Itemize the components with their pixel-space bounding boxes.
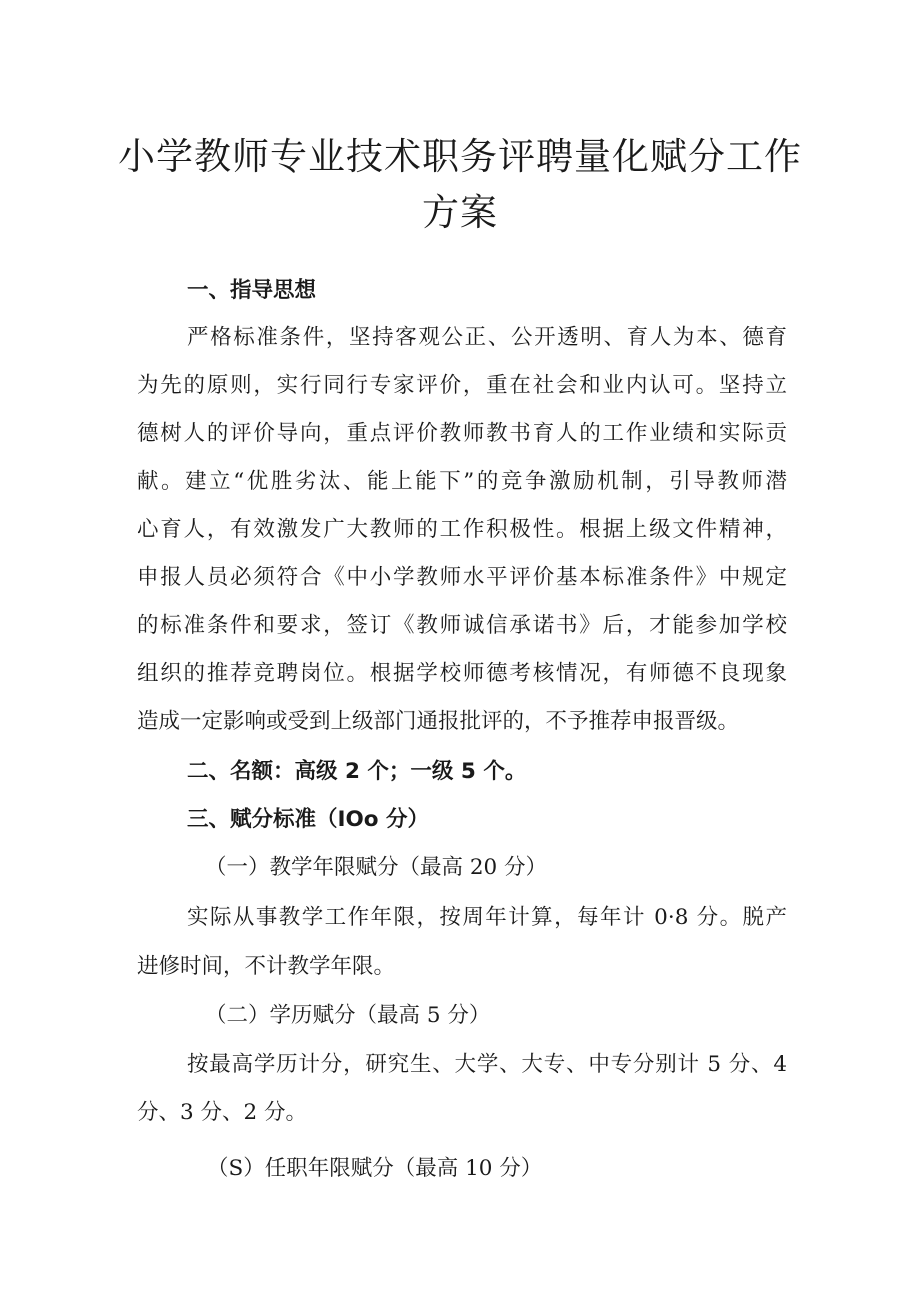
- paragraph-line: 分、3 分、2 分。: [137, 1100, 308, 1125]
- subsection-heading-tenure-years: （S）任职年限赋分（最高 10 分）: [207, 1156, 543, 1181]
- paragraph-line: 申报人员必须符合《中小学教师水平评价基本标准条件》中规定: [137, 565, 787, 590]
- section-heading-quota: 二、名额：高级 2 个；一级 5 个。: [187, 759, 527, 784]
- paragraph-line: 的标准条件和要求，签订《教师诚信承诺书》后，才能参加学校: [137, 613, 787, 638]
- subsection-heading-teaching-years: （一）教学年限赋分（最高 20 分）: [205, 855, 548, 880]
- document-title-line-1: 小学教师专业技术职务评聘量化赋分工作: [118, 135, 802, 178]
- document-title-line-2: 方案: [422, 191, 498, 234]
- paragraph-line: 造成一定影响或受到上级部门通报批评的，不予推荐申报晋级。: [137, 709, 740, 734]
- paragraph-line: 组织的推荐竞聘岗位。根据学校师德考核情况，有师德不良现象: [137, 661, 787, 686]
- subsection-heading-education: （二）学历赋分（最高 5 分）: [205, 1003, 491, 1028]
- paragraph-line: 为先的原则，实行同行专家评价，重在社会和业内认可。坚持立: [137, 373, 787, 398]
- paragraph-line: 进修时间，不计教学年限。: [137, 954, 396, 979]
- paragraph-line: 心育人，有效激发广大教师的工作积极性。根据上级文件精神，: [137, 517, 787, 542]
- paragraph-line: 献。建立“优胜劣汰、能上能下”的竞争激励机制，引导教师潜: [137, 469, 787, 494]
- paragraph-line: 严格标准条件，坚持客观公正、公开透明、育人为本、德育: [187, 325, 787, 350]
- paragraph-line: 德树人的评价导向，重点评价教师教书育人的工作业绩和实际贡: [137, 421, 787, 446]
- section-heading-scoring-standard: 三、赋分标准（IOo 分）: [187, 807, 430, 832]
- paragraph-line: 实际从事教学工作年限，按周年计算，每年计 0·8 分。脱产: [187, 905, 787, 930]
- paragraph-line: 按最高学历计分，研究生、大学、大专、中专分别计 5 分、4: [187, 1052, 787, 1077]
- section-heading-guiding-ideology: 一、指导思想: [187, 278, 317, 303]
